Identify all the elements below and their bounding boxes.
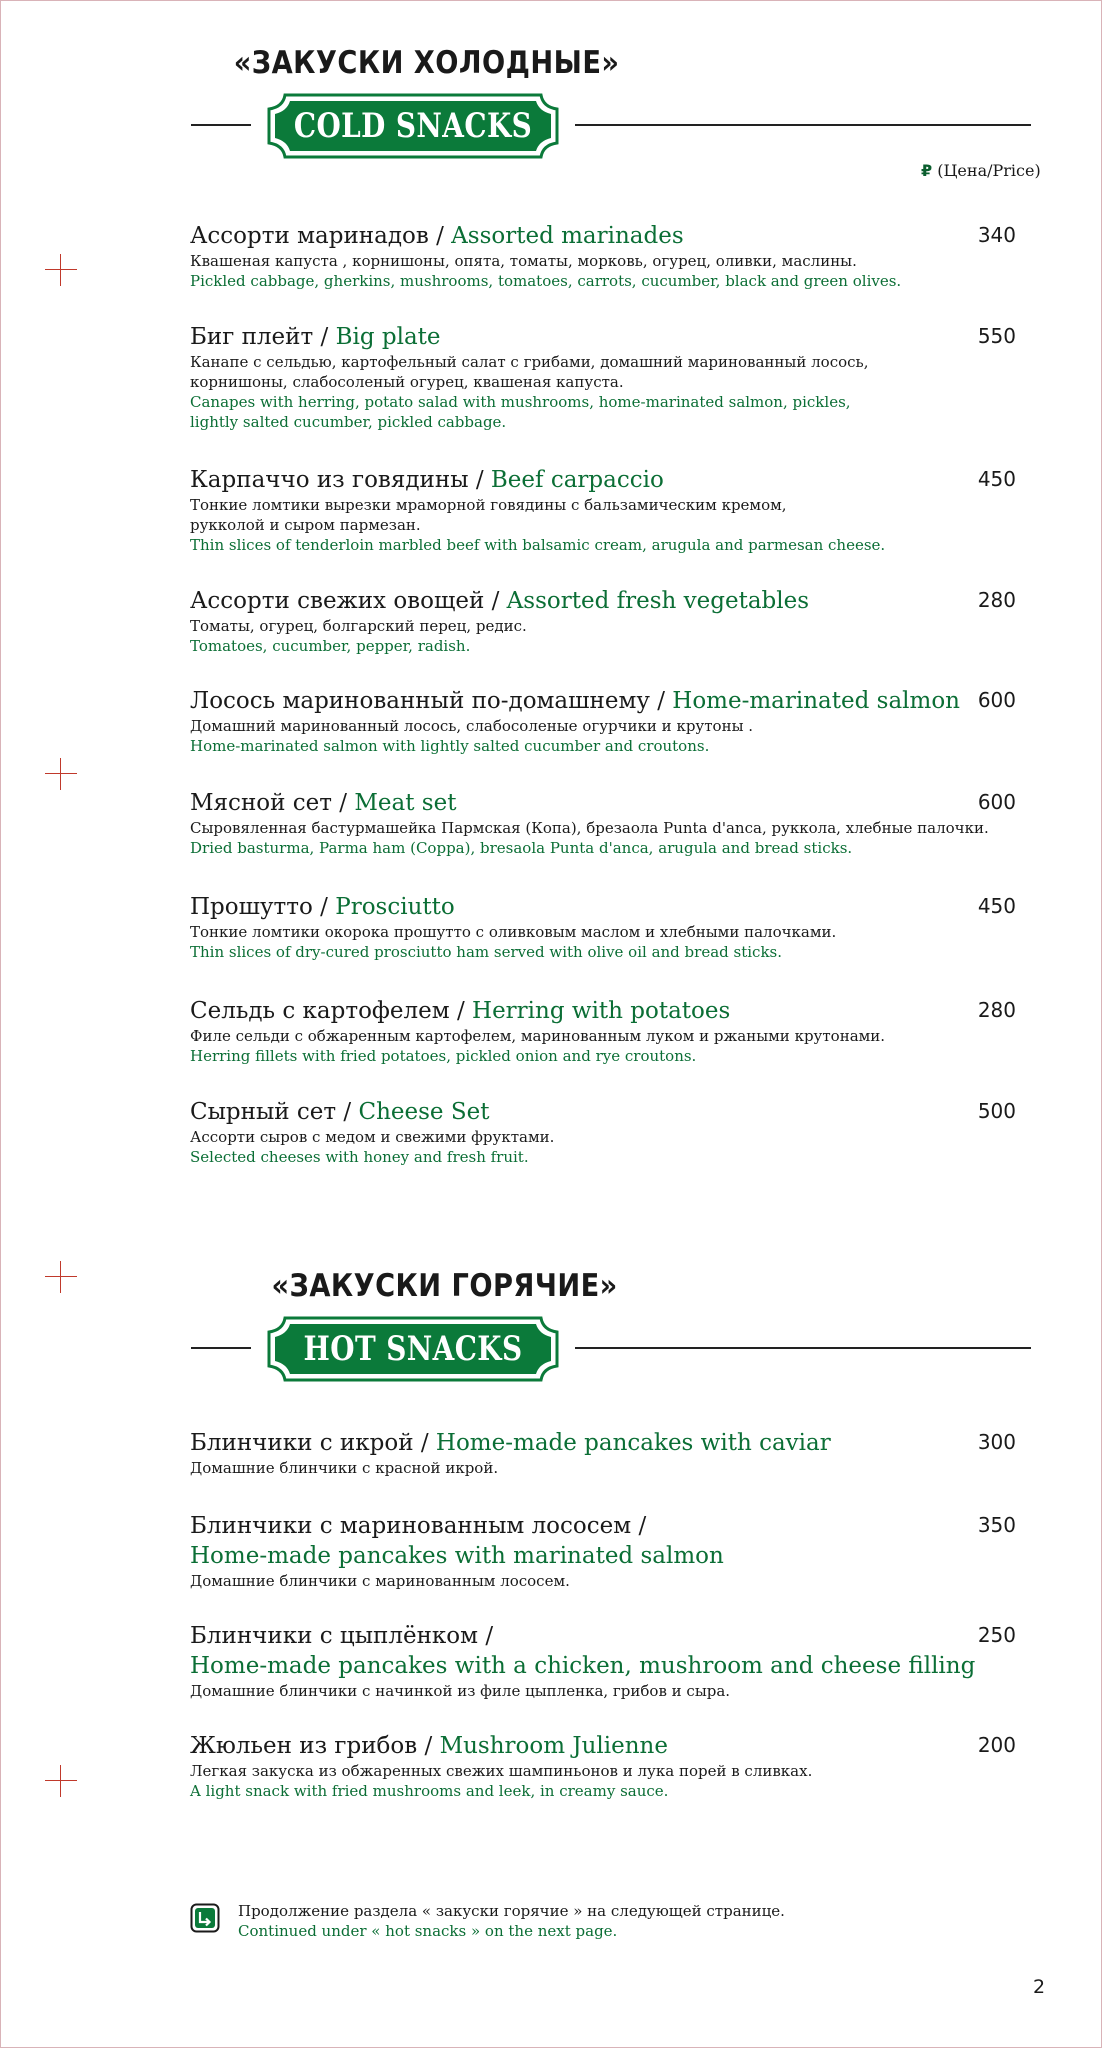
crop-mark xyxy=(45,254,77,286)
menu-item-name-en: Herring with potatoes xyxy=(472,998,731,1024)
section-title-cold: «ЗАКУСКИ ХОЛОДНЫЕ» xyxy=(233,45,620,81)
menu-item-description-ru: Домашний маринованный лосось, слабосоленые огурчики и крутоны . xyxy=(190,717,754,735)
menu-item-description-en: Dried basturma, Parma ham (Coppa), bresaola Punta d'anca, arugula and bread sticks. xyxy=(190,839,853,857)
menu-item-price: 340 xyxy=(977,223,1016,247)
section-banner-cold xyxy=(263,93,563,159)
menu-item-description-ru: Квашеная капуста , корнишоны, опята, томаты, морковь, огурец, оливки, маслины. xyxy=(190,252,857,270)
menu-item-name-ru: Блинчики с цыплёнком / xyxy=(190,1623,494,1649)
divider-rule xyxy=(575,124,1031,126)
menu-item-description-ru: Ассорти сыров с медом и свежими фруктами. xyxy=(190,1128,555,1146)
menu-item-name xyxy=(190,1097,1020,1127)
menu-item-description-ru: корнишоны, слабосоленый огурец, квашеная капуста. xyxy=(190,373,624,391)
menu-item-description-en: Herring fillets with fried potatoes, pickled onion and rye croutons. xyxy=(190,1047,697,1065)
divider-rule xyxy=(191,1347,251,1349)
menu-item-description-ru: Тонкие ломтики вырезки мраморной говядины с бальзамическим кремом, xyxy=(190,496,787,514)
menu-item-price: 250 xyxy=(977,1623,1016,1647)
menu-item-description-ru: Домашние блинчики с начинкой из филе цыпленка, грибов и сыра. xyxy=(190,1682,731,1700)
price-note-label: (Цена/Price) xyxy=(937,161,1041,180)
arrow-down-return-icon xyxy=(190,1903,220,1933)
menu-item-name-en: Assorted fresh vegetables xyxy=(506,588,810,614)
menu-item-name-ru: Ассорти свежих овощей / xyxy=(190,588,500,614)
menu-item-name xyxy=(190,586,1020,616)
menu-item-name-ru: Прошутто / xyxy=(190,894,328,920)
menu-item-description-en: lightly salted cucumber, pickled cabbage. xyxy=(190,413,507,431)
crop-mark xyxy=(45,1261,77,1293)
menu-item-name-en: Assorted marinades xyxy=(451,223,684,249)
menu-item xyxy=(190,1428,1020,1478)
menu-item-name xyxy=(190,221,1020,251)
crop-mark xyxy=(45,1765,77,1797)
menu-item xyxy=(190,322,1020,432)
menu-item-description-ru: Домашние блинчики с красной икрой. xyxy=(190,1459,499,1477)
menu-item-name-en: Cheese Set xyxy=(358,1099,490,1125)
menu-item-name-en: Meat set xyxy=(354,790,457,816)
menu-item-description-en: Canapes with herring, potato salad with mushrooms, home-marinated salmon, pickles, xyxy=(190,393,851,411)
menu-item-name-en: Home-marinated salmon xyxy=(672,688,960,714)
menu-item-price: 280 xyxy=(977,998,1016,1022)
price-note xyxy=(921,161,1041,180)
menu-item xyxy=(190,221,1020,291)
menu-item-name xyxy=(190,1621,1020,1651)
menu-item-description-ru: Легкая закуска из обжаренных свежих шампиньонов и лука порей в сливках. xyxy=(190,1762,813,1780)
ruble-sign: ₽ xyxy=(921,161,933,180)
divider-rule xyxy=(575,1347,1031,1349)
menu-item-description-ru: Тонкие ломтики окорока прошутто с оливковым маслом и хлебными палочками. xyxy=(190,923,837,941)
section-banner-hot xyxy=(263,1316,563,1382)
menu-item-price: 350 xyxy=(977,1513,1016,1537)
menu-item-name-en: Prosciutto xyxy=(335,894,455,920)
menu-item-name-ru: Биг плейт / xyxy=(190,324,329,350)
menu-item xyxy=(190,892,1020,962)
menu-item-description-ru: Томаты, огурец, болгарский перец, редис. xyxy=(190,617,527,635)
page-number: 2 xyxy=(1033,1976,1046,1998)
menu-item-name-ru: Лосось маринованный по-домашнему / xyxy=(190,688,665,714)
menu-item-name-ru: Блинчики с икрой / xyxy=(190,1430,429,1456)
menu-item-description-en: Pickled cabbage, gherkins, mushrooms, tomatoes, carrots, cucumber, black and green olives. xyxy=(190,272,902,290)
menu-item-description-en: Thin slices of dry-cured prosciutto ham served with olive oil and bread sticks. xyxy=(190,943,782,961)
menu-item-description-en: Tomatoes, cucumber, pepper, radish. xyxy=(190,637,471,655)
menu-item-name-ru: Жюльен из грибов / xyxy=(190,1733,433,1759)
note-text-ru: Продолжение раздела « закуски горячие » на следующей странице. xyxy=(238,1902,785,1920)
menu-item xyxy=(190,996,1020,1066)
menu-item-price: 450 xyxy=(977,894,1016,918)
menu-item-description-ru: Филе сельди с обжаренным картофелем, маринованным луком и ржаными крутонами. xyxy=(190,1027,886,1045)
menu-item-name xyxy=(190,892,1020,922)
menu-item-name-en: Home-made pancakes with marinated salmon xyxy=(190,1543,724,1569)
menu-item-name-ru: Ассорти маринадов / xyxy=(190,223,444,249)
menu-item-name-ru: Сырный сет / xyxy=(190,1099,352,1125)
menu-item-description-en: A light snack with fried mushrooms and leek, in creamy sauce. xyxy=(190,1782,669,1800)
menu-item-price: 550 xyxy=(977,324,1016,348)
divider-rule xyxy=(191,124,251,126)
menu-item-description-ru: рукколой и сыром пармезан. xyxy=(190,516,421,534)
menu-item-name xyxy=(190,322,1020,352)
banner-label-cold: COLD SNACKS xyxy=(293,106,533,146)
menu-item xyxy=(190,1511,1020,1591)
menu-item-price: 300 xyxy=(977,1430,1016,1454)
menu-item-name xyxy=(190,996,1020,1026)
menu-item-name-en: Beef carpaccio xyxy=(490,467,664,493)
menu-item-price: 600 xyxy=(977,790,1016,814)
menu-item xyxy=(190,586,1020,656)
menu-item-name xyxy=(190,465,1020,495)
crop-mark xyxy=(45,758,77,790)
section-title-hot: «ЗАКУСКИ ГОРЯЧИЕ» xyxy=(271,1268,618,1304)
menu-item-name xyxy=(190,1731,1020,1761)
menu-item-description-en: Thin slices of tenderloin marbled beef with balsamic cream, arugula and parmesan cheese. xyxy=(190,536,886,554)
menu-item xyxy=(190,788,1020,858)
menu-item-price: 280 xyxy=(977,588,1016,612)
note-text-en: Continued under « hot snacks » on the next page. xyxy=(238,1922,618,1940)
menu-item-name-ru: Мясной сет / xyxy=(190,790,348,816)
menu-item-price: 600 xyxy=(977,688,1016,712)
menu-item-price: 500 xyxy=(977,1099,1016,1123)
menu-item xyxy=(190,1097,1020,1167)
menu-item-description-en: Home-marinated salmon with lightly salted cucumber and croutons. xyxy=(190,737,710,755)
menu-item-name-en: Home-made pancakes with caviar xyxy=(435,1430,831,1456)
menu-item xyxy=(190,1731,1020,1801)
menu-item-name xyxy=(190,1428,1020,1458)
menu-item-price: 200 xyxy=(977,1733,1016,1757)
menu-item-description-en: Selected cheeses with honey and fresh fruit. xyxy=(190,1148,529,1166)
menu-item xyxy=(190,686,1020,756)
menu-item-name xyxy=(190,1511,1020,1541)
menu-item-name-en: Big plate xyxy=(335,324,441,350)
menu-item-price: 450 xyxy=(977,467,1016,491)
menu-item-name-ru: Блинчики с маринованным лососем / xyxy=(190,1513,647,1539)
menu-item-description-ru: Канапе с сельдью, картофельный салат с грибами, домашний маринованный лосось, xyxy=(190,353,869,371)
menu-item-name-en: Mushroom Julienne xyxy=(439,1733,668,1759)
menu-item xyxy=(190,1621,1020,1701)
menu-item-name-ru: Карпаччо из говядины / xyxy=(190,467,484,493)
menu-item-name xyxy=(190,788,1020,818)
menu-item xyxy=(190,465,1020,555)
menu-item-name-en: Home-made pancakes with a chicken, mushroom and cheese filling xyxy=(190,1653,976,1679)
banner-label-hot: HOT SNACKS xyxy=(303,1329,523,1369)
menu-item-name-ru: Сельдь с картофелем / xyxy=(190,998,465,1024)
menu-item-name xyxy=(190,686,1020,716)
menu-item-description-ru: Сыровяленная бастурмашейка Пармская (Копа), брезаола Punta d'anca, руккола, хлебные палочки. xyxy=(190,819,989,837)
menu-item-description-ru: Домашние блинчики с маринованным лососем. xyxy=(190,1572,570,1590)
